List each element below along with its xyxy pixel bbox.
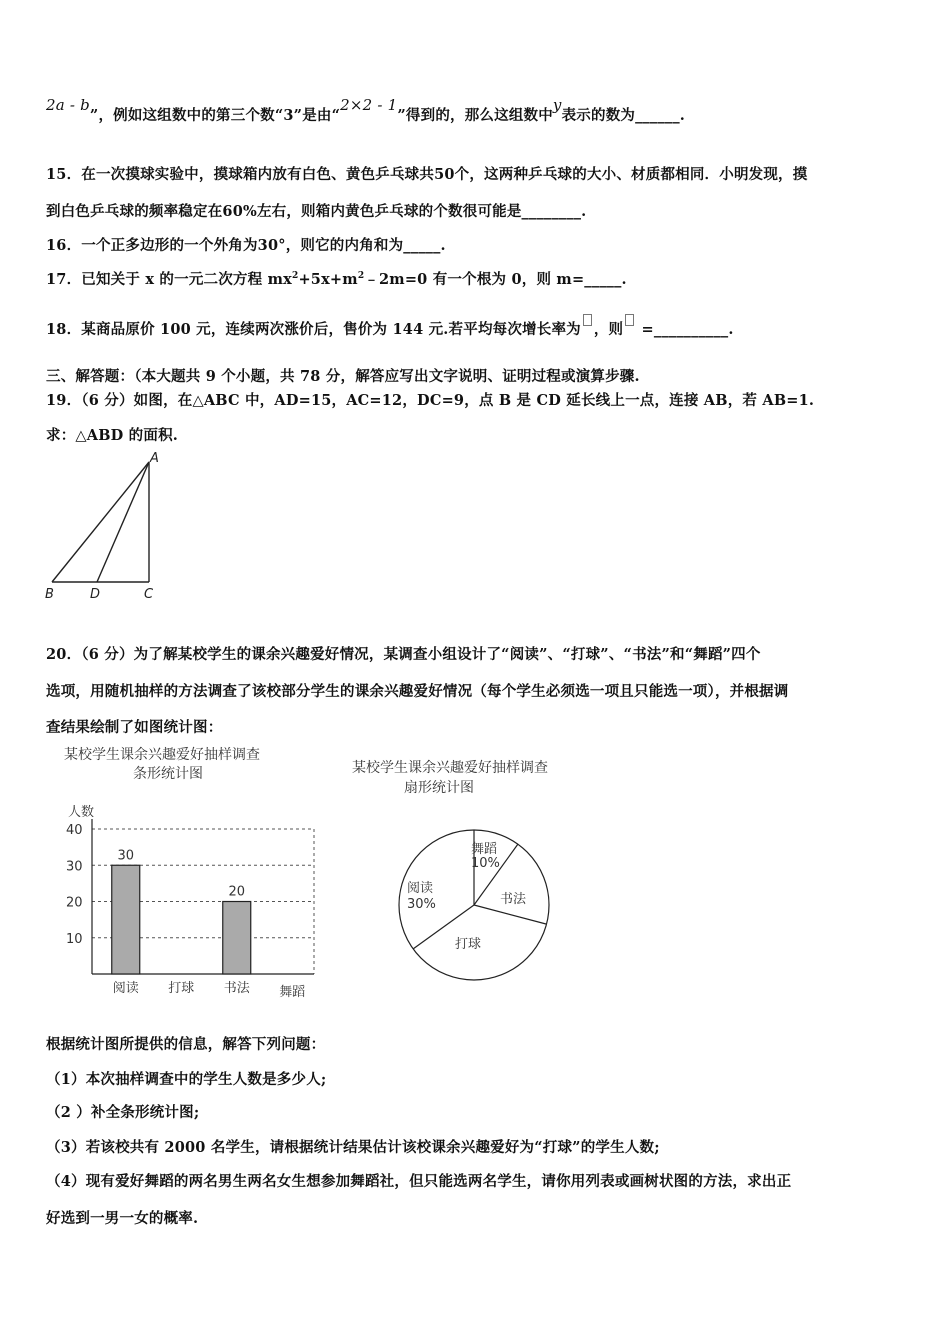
q20-sub3: （3）若该校共有 2000 名学生，请根据统计结果估计该校课余兴趣爱好为“打球”的学生人数; (46, 1139, 660, 1156)
q20-line2: 选项，用随机抽样的方法调查了该校部分学生的课余兴趣爱好情况（每个学生必须选一项且只能选一项），并根据调 (46, 683, 789, 700)
q14-text-a: ”，例如这组数中的第三个数“3”是由“ (89, 107, 341, 124)
y-tick-label: 10 (66, 931, 83, 947)
q17-text-c: ﹣2m=0 有一个根为 0，则 m=_____. (364, 271, 627, 288)
y-tick-label: 20 (66, 895, 83, 911)
bar-chart-title: 某校学生课余兴趣爱好抽样调查 (64, 747, 260, 763)
q20-after: 根据统计图所提供的信息，解答下列问题： (46, 1036, 326, 1053)
q15-line2: 到白色乒乓球的频率稳定在60%左右，则箱内黄色乒乓球的个数很可能是________. (46, 203, 587, 220)
q20-line1: 20．（6 分）为了解某校学生的课余兴趣爱好情况，某调查小组设计了“阅读”、“打球”、“书法”和“舞蹈”四个 (46, 646, 761, 663)
q17-line (46, 268, 627, 289)
q20-line3: 查结果绘制了如图统计图： (46, 719, 223, 736)
bar-value-label: 20 (228, 884, 246, 900)
var-y: y (552, 96, 562, 114)
q14-text-c: 表示的数为______. (561, 107, 686, 124)
placeholder-box-icon (625, 314, 634, 326)
q18-line (46, 314, 734, 339)
q17-sup1: 2 (291, 271, 299, 282)
pie-percent-reading: 30% (407, 897, 436, 912)
bar-chart-subtitle: 条形统计图 (133, 766, 203, 782)
placeholder-box-icon (583, 314, 592, 326)
segment-ad (97, 462, 149, 582)
q19-line1: 19．（6 分）如图，在△ABC 中，AD=15，AC=12，DC=9，点 B 是 CD 延长线上一点，连接 AB，若 AB=1. (46, 392, 815, 409)
q17-sup2: 2 (357, 271, 365, 282)
y-tick-label: 40 (66, 823, 83, 838)
x-tick-label: 书法 (223, 981, 250, 996)
q18-text-c: =__________. (636, 321, 734, 338)
q14-text-b: ”得到的，那么这组数中 (397, 107, 553, 124)
q20-sub2: （2 ）补全条形统计图; (46, 1104, 200, 1121)
bar-chart (42, 742, 322, 1004)
x-tick-label: 阅读 (112, 981, 139, 996)
expr-2a-b: 2a - b (46, 96, 90, 114)
pie-chart (328, 752, 573, 1002)
x-tick-label: 打球 (168, 981, 195, 996)
y-tick-label: 30 (66, 859, 83, 875)
q17-text-b: +5x+m (298, 271, 358, 288)
pie-label-ball: 打球 (455, 937, 482, 952)
segment-ab (52, 462, 149, 582)
q15-line1: 15．在一次摸球实验中，摸球箱内放有白色、黄色乒乓球共50个，这两种乒乓球的大小、材质都相同．小明发现，摸 (46, 166, 808, 183)
label-d: D (90, 587, 101, 602)
bar-chart-ylabel: 人数 (68, 805, 95, 820)
bar (223, 902, 251, 975)
q20-sub4b: 好选到一男一女的概率. (46, 1210, 199, 1227)
section3-heading: 三、解答题：（本大题共 9 个小题，共 78 分，解答应写出文字说明、证明过程或演算步骤. (46, 368, 640, 385)
x-tick-label: 舞蹈 (279, 985, 306, 1000)
pie-divider-calligraphy-ball (474, 905, 546, 924)
label-a: A (150, 451, 159, 466)
expr-2x2-1: 2×2 - 1 (340, 96, 398, 114)
pie-percent-dance: 10% (471, 856, 500, 871)
bar-value-label: 30 (117, 848, 135, 864)
q19-line2: 求：△ABD 的面积. (46, 427, 179, 444)
q16-line: 16．一个正多边形的一个外角为30°，则它的内角和为_____. (46, 237, 446, 254)
q17-text-a: 17．已知关于 x 的一元二次方程 mx (46, 271, 292, 288)
q18-text-b: ，则 (593, 321, 624, 338)
label-c: C (144, 587, 154, 602)
pie-label-reading: 阅读 (407, 881, 434, 896)
label-b: B (45, 587, 54, 602)
pie-label-dance: 舞蹈 (471, 842, 498, 857)
triangle-figure (40, 450, 170, 605)
bar (112, 865, 140, 974)
pie-chart-title: 某校学生课余兴趣爱好抽样调查 (352, 760, 548, 776)
pie-chart-subtitle: 扇形统计图 (404, 780, 474, 796)
q20-sub4a: （4）现有爱好舞蹈的两名男生两名女生想参加舞蹈社，但只能选两名学生，请你用列表或画树状图的方法，求出正 (46, 1173, 792, 1190)
q14-line (46, 96, 686, 125)
q18-text-a: 18．某商品原价 100 元，连续两次涨价后，售价为 144 元.若平均每次增长率为 (46, 321, 581, 338)
pie-label-calligraphy: 书法 (500, 892, 527, 907)
q20-sub1: （1）本次抽样调查中的学生人数是多少人; (46, 1071, 327, 1088)
